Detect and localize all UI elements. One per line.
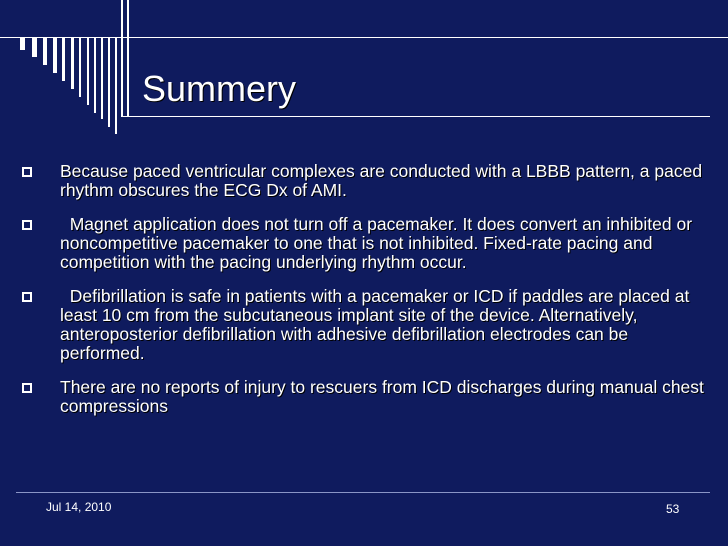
footer-date: Jul 14, 2010 xyxy=(46,500,112,514)
hollow-square-icon xyxy=(22,383,32,393)
list-item xyxy=(18,378,708,416)
bullet-text: There are no reports of injury to rescuers from ICD discharges during manual chest compressions xyxy=(60,377,704,416)
bullet-text: Defibrillation is safe in patients with a pacemaker or ICD if paddles are placed at least 10 cm from the subcutaneous implant site of the device. Alternatively, anteroposterior defibrillation with adhesive defibrillation electrodes can be performed. xyxy=(60,286,695,363)
list-item xyxy=(18,162,708,200)
hollow-square-icon xyxy=(22,167,32,177)
bullet-list xyxy=(18,162,708,431)
hollow-square-icon xyxy=(22,292,32,302)
footer-divider xyxy=(16,492,710,493)
hollow-square-icon xyxy=(22,220,32,230)
slide-title: Summery xyxy=(142,68,297,109)
bullet-text: Magnet application does not turn off a pacemaker. It does convert an inhibited or noncompetitive pacemaker to one that is not inhibited. Fixed-rate pacing and competition with the pacing underlying rhythm occur. xyxy=(60,214,697,272)
list-item xyxy=(18,287,708,363)
bullet-text: Because paced ventricular complexes are conducted with a LBBB pattern, a paced rhythm obscures the ECG Dx of AMI. xyxy=(60,161,703,200)
vertical-bars-decoration xyxy=(0,0,728,150)
list-item xyxy=(18,215,708,272)
page-number: 53 xyxy=(666,502,680,516)
